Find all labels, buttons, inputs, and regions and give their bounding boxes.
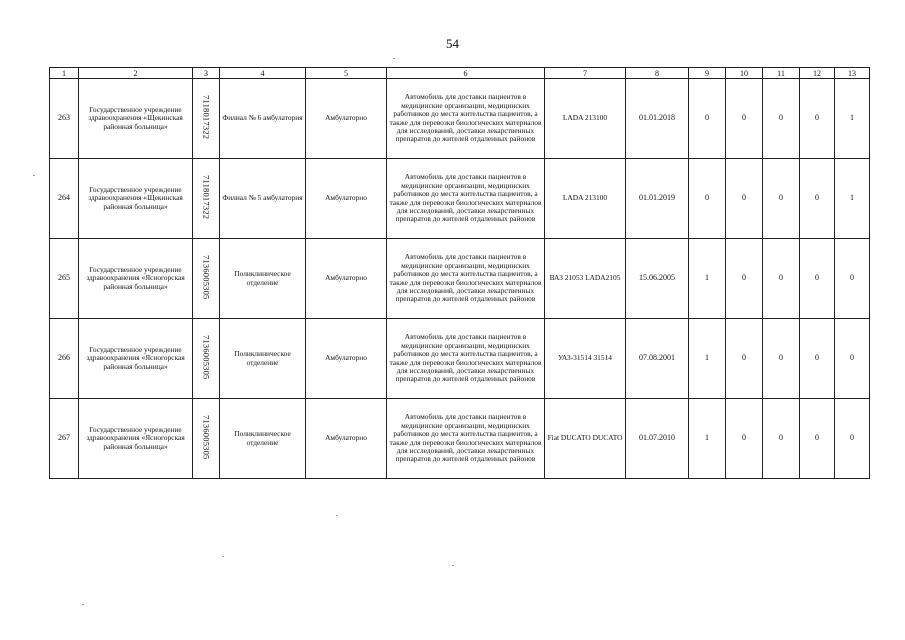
institution-name: Государственное учреждение здравоохранения «Ясногорская районная больница» [79,399,193,479]
vehicle-purpose: Автомобиль для доставки пациентов в медицинские организации, медицинских работников до места жительства пациентов, а также для перевозки биологических материалов для исследований, доставки лекарственных препаратов до жителей отдаленных районов [387,239,545,319]
department: Поликлиническое отделение [220,239,306,319]
count-col-9: 1 [689,399,726,479]
inn-cell [193,159,220,239]
vehicle-purpose: Автомобиль для доставки пациентов в медицинские организации, медицинских работников до места жительства пациентов, а также для перевозки биологических материалов для исследований, доставки лекарственных препаратов до жителей отдаленных районов [387,399,545,479]
registry-table [49,67,870,479]
count-col-9: 1 [689,319,726,399]
count-col-12: 0 [800,239,835,319]
row-number: 266 [50,319,79,399]
count-col-10: 0 [726,159,763,239]
department: Филиал № 5 амбулатория [220,159,306,239]
department: Филиал № 6 амбулатория [220,79,306,159]
count-col-11: 0 [763,79,800,159]
table-row [50,159,870,239]
count-col-13: 1 [835,159,870,239]
date: 01.01.2019 [626,159,689,239]
count-col-10: 0 [726,239,763,319]
count-col-12: 0 [800,319,835,399]
table-row [50,319,870,399]
count-col-12: 0 [800,159,835,239]
date: 01.07.2010 [626,399,689,479]
date: 01.01.2018 [626,79,689,159]
count-col-9: 1 [689,239,726,319]
institution-name: Государственное учреждение здравоохранения «Щекинская районная больница» [79,159,193,239]
row-number: 263 [50,79,79,159]
count-col-9: 0 [689,79,726,159]
column-number: 1 [50,68,79,79]
care-type: Амбулаторно [306,399,387,479]
column-number: 8 [626,68,689,79]
date: 07.08.2001 [626,319,689,399]
inn: 7136005305 [201,414,212,460]
care-type: Амбулаторно [306,79,387,159]
column-number: 12 [800,68,835,79]
count-col-11: 0 [763,239,800,319]
column-number-row [50,68,870,79]
department: Поликлиническое отделение [220,319,306,399]
count-col-11: 0 [763,319,800,399]
column-number: 10 [726,68,763,79]
row-number: 267 [50,399,79,479]
count-col-10: 0 [726,79,763,159]
scan-speck [393,58,395,59]
inn-cell [193,239,220,319]
column-number: 13 [835,68,870,79]
department: Поликлиническое отделение [220,399,306,479]
institution-name: Государственное учреждение здравоохранения «Ясногорская районная больница» [79,239,193,319]
count-col-11: 0 [763,399,800,479]
count-col-10: 0 [726,319,763,399]
count-col-13: 0 [835,399,870,479]
count-col-12: 0 [800,79,835,159]
count-col-11: 0 [763,159,800,239]
scan-speck [82,604,84,605]
inn: 7136005305 [201,254,212,300]
column-number: 3 [193,68,220,79]
count-col-9: 0 [689,159,726,239]
row-number: 265 [50,239,79,319]
inn: 7118017322 [201,95,212,140]
care-type: Амбулаторно [306,319,387,399]
table-row [50,399,870,479]
column-number: 11 [763,68,800,79]
inn: 7118017322 [201,175,212,220]
column-number: 2 [79,68,193,79]
scan-speck [222,556,224,557]
table-row [50,79,870,159]
institution-name: Государственное учреждение здравоохранения «Ясногорская районная больница» [79,319,193,399]
institution-name: Государственное учреждение здравоохранения «Щекинская районная больница» [79,79,193,159]
count-col-12: 0 [800,399,835,479]
page-number: 54 [446,36,459,51]
row-number: 264 [50,159,79,239]
column-number: 5 [306,68,387,79]
vehicle-purpose: Автомобиль для доставки пациентов в медицинские организации, медицинских работников до места жительства пациентов, а также для перевозки биологических материалов для исследований, доставки лекарственных препаратов до жителей отдаленных районов [387,159,545,239]
table-row [50,239,870,319]
count-col-13: 0 [835,319,870,399]
scan-speck [336,515,338,516]
care-type: Амбулаторно [306,159,387,239]
column-number: 4 [220,68,306,79]
care-type: Амбулаторно [306,239,387,319]
date: 15.06.2005 [626,239,689,319]
vehicle-purpose: Автомобиль для доставки пациентов в медицинские организации, медицинских работников до места жительства пациентов, а также для перевозки биологических материалов для исследований, доставки лекарственных препаратов до жителей отдаленных районов [387,319,545,399]
vehicle-model: Fiat DUCATO DUCATO [545,399,626,479]
vehicle-model: LADA 213100 [545,79,626,159]
scan-speck [452,565,454,566]
scan-speck [33,175,35,176]
count-col-13: 0 [835,239,870,319]
vehicle-model: LADA 213100 [545,159,626,239]
column-number: 9 [689,68,726,79]
vehicle-model: УАЗ-31514 31514 [545,319,626,399]
vehicle-purpose: Автомобиль для доставки пациентов в медицинские организации, медицинских работников до места жительства пациентов, а также для перевозки биологических материалов для исследований, доставки лекарственных препаратов до жителей отдаленных районов [387,79,545,159]
column-number: 7 [545,68,626,79]
count-col-13: 1 [835,79,870,159]
vehicle-model: ВАЗ 21053 LADA2105 [545,239,626,319]
inn-cell [193,319,220,399]
inn-cell [193,399,220,479]
inn-cell [193,79,220,159]
column-number: 6 [387,68,545,79]
count-col-10: 0 [726,399,763,479]
inn: 7136005305 [201,334,212,380]
